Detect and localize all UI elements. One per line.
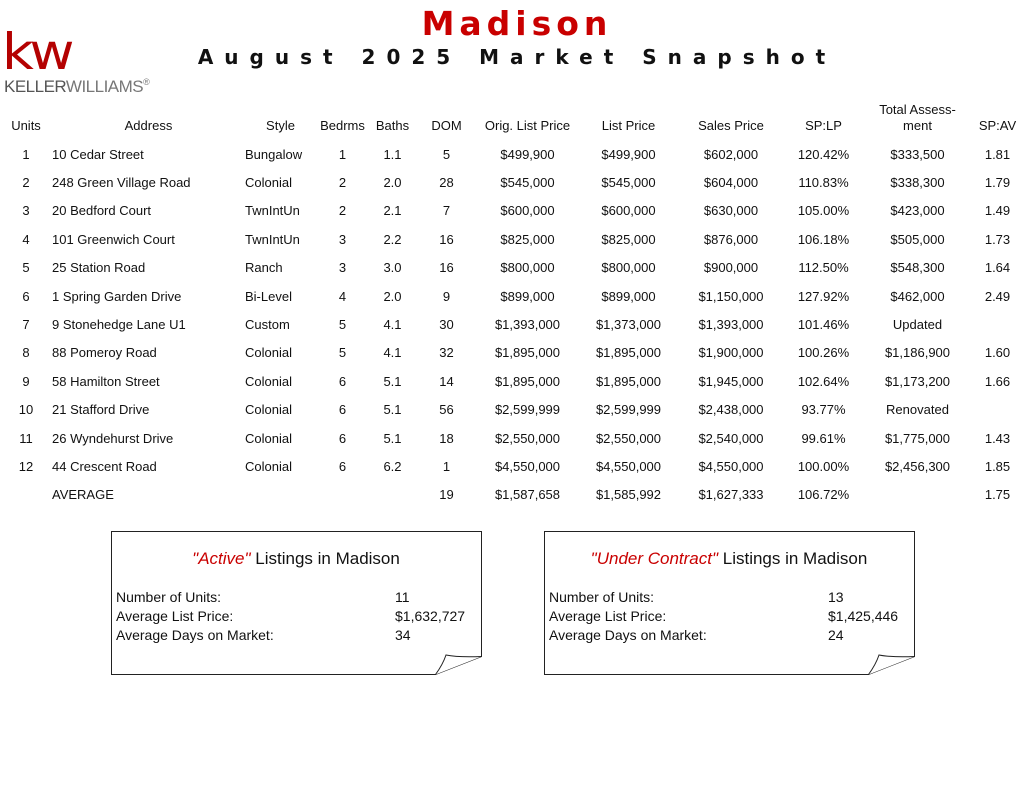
cell-unit: 2 — [22, 175, 30, 191]
cell-unit: 9 — [22, 373, 30, 389]
cell-sp-lp: 110.83% — [798, 175, 849, 191]
table-row — [0, 197, 1024, 225]
cell-dom: 5 — [442, 146, 451, 162]
cell-baths: 2.2 — [383, 231, 402, 247]
col-header-assess-line1: Total Assess- — [879, 102, 956, 117]
contract-price-value: $1,425,446 — [828, 608, 899, 624]
cell-orig-list-price: $1,895,000 — [494, 373, 561, 389]
cell-unit: 3 — [22, 203, 30, 219]
cell-sp-av: 1.43 — [984, 430, 1011, 446]
col-header-list-price: List Price — [601, 118, 656, 133]
cell-address: 26 Wyndehurst Drive — [52, 430, 174, 446]
contract-price-label: Average List Price: — [549, 608, 667, 624]
active-listings-box — [111, 531, 481, 673]
col-header-address: Address — [124, 118, 173, 133]
active-units-label: Number of Units: — [116, 589, 222, 605]
col-header-orig-list-price: Orig. List Price — [484, 118, 571, 133]
active-units-row — [116, 588, 476, 607]
cell-sp-lp: 100.26% — [797, 345, 850, 361]
active-dom-row — [116, 626, 476, 645]
cell-baths: 2.0 — [383, 175, 402, 191]
cell-unit: 5 — [22, 260, 30, 276]
cell-bedrms: 4 — [338, 288, 347, 304]
cell-unit: 8 — [22, 345, 30, 361]
cell-orig-list-price: $1,393,000 — [494, 317, 561, 333]
cell-sp-lp: 100.00% — [797, 458, 850, 474]
cell-sp-av: 1.73 — [984, 231, 1011, 247]
cell-bedrms — [316, 481, 369, 509]
under-contract-heading — [544, 549, 914, 569]
page-subtitle: August 2025 Market Snapshot — [197, 45, 837, 69]
cell-style — [245, 481, 316, 509]
cell-sp-av: 1.64 — [984, 260, 1011, 276]
cell-orig-list-price: $4,550,000 — [494, 458, 561, 474]
cell-orig-list-price: $825,000 — [500, 231, 555, 247]
cell-bedrms: 6 — [338, 373, 347, 389]
cell-baths: 6.2 — [383, 458, 402, 474]
cell-baths: 5.1 — [383, 373, 402, 389]
cell-unit: 12 — [18, 458, 34, 474]
cell-baths: 5.1 — [383, 402, 402, 418]
cell-sales-price: $1,393,000 — [698, 317, 764, 333]
cell-address: 58 Hamilton Street — [52, 373, 160, 389]
cell-baths: 3.0 — [383, 260, 402, 276]
cell-baths: 1.1 — [383, 146, 402, 162]
cell-sp-lp: 101.46% — [797, 317, 850, 333]
cell-dom: 30 — [439, 317, 454, 333]
cell-total-assessment: $333,500 — [890, 146, 945, 162]
cell-unit: 6 — [22, 288, 30, 304]
cell-sales-price: $1,150,000 — [698, 288, 764, 304]
col-header-assess-line2: ment — [903, 118, 932, 133]
cell-dom: 16 — [439, 231, 454, 247]
table-row — [0, 339, 1024, 367]
cell-style: Colonial — [245, 345, 292, 361]
cell-list-price: $499,900 — [601, 146, 656, 162]
cell-dom: 7 — [442, 203, 451, 219]
cell-style: Bungalow — [245, 146, 303, 162]
table-row — [0, 396, 1024, 424]
cell-list-price: $825,000 — [601, 231, 656, 247]
average-row — [0, 481, 1024, 509]
cell-bedrms: 6 — [338, 458, 347, 474]
cell-address: 1 Spring Garden Drive — [52, 288, 182, 304]
cell-list-price: $1,895,000 — [595, 345, 662, 361]
cell-list-price: $1,373,000 — [595, 317, 662, 333]
table-row — [0, 168, 1024, 196]
active-listings-heading — [111, 549, 481, 569]
cell-address: 88 Pomeroy Road — [52, 345, 157, 361]
active-units-value: 11 — [395, 589, 410, 605]
cell-sales-price: $1,900,000 — [698, 345, 764, 361]
cell-baths — [369, 481, 416, 509]
cell-total-assessment: $2,456,300 — [884, 458, 951, 474]
cell-sales-price: $1,945,000 — [698, 373, 764, 389]
cell-bedrms: 3 — [338, 231, 347, 247]
cell-total-assessment: $1,186,900 — [884, 345, 951, 361]
cell-bedrms: 5 — [338, 345, 347, 361]
col-header-total-assessment — [864, 94, 971, 140]
cell-average-label: AVERAGE — [52, 487, 114, 503]
cell-address: 20 Bedford Court — [52, 203, 152, 219]
cell-unit — [0, 481, 52, 509]
cell-address: 101 Greenwich Court — [52, 231, 175, 247]
col-header-sp-lp: SP:LP — [805, 118, 842, 133]
cell-sp-lp: 120.42% — [797, 146, 850, 162]
table-row — [0, 452, 1024, 480]
cell-sp-lp: 105.00% — [797, 203, 850, 219]
cell-bedrms: 2 — [338, 203, 347, 219]
cell-sp-lp: 99.61% — [801, 430, 846, 446]
cell-sales-price: $900,000 — [703, 260, 759, 276]
cell-list-price: $4,550,000 — [595, 458, 662, 474]
cell-sp-av — [971, 310, 1024, 338]
cell-unit: 11 — [19, 430, 33, 446]
cell-avg-dom: 19 — [439, 487, 454, 503]
contract-price-row — [549, 607, 909, 626]
cell-dom: 16 — [439, 260, 454, 276]
active-price-label: Average List Price: — [116, 608, 234, 624]
cell-sales-price: $630,000 — [703, 203, 759, 219]
cell-bedrms: 2 — [338, 175, 347, 191]
cell-bedrms: 1 — [338, 146, 347, 162]
cell-sp-av: 1.81 — [984, 146, 1011, 162]
cell-style: Bi-Level — [245, 288, 292, 304]
cell-list-price: $2,550,000 — [595, 430, 662, 446]
contract-units-value: 13 — [828, 589, 844, 605]
table-row — [0, 310, 1024, 338]
cell-address: 21 Stafford Drive — [52, 402, 150, 418]
cell-list-price: $2,599,999 — [595, 402, 662, 418]
cell-sp-lp: 102.64% — [797, 373, 850, 389]
cell-style: Colonial — [245, 373, 292, 389]
cell-list-price: $800,000 — [601, 260, 656, 276]
cell-sp-av: 2.49 — [984, 288, 1011, 304]
active-price-row — [116, 607, 476, 626]
cell-style: TwnIntUn — [245, 203, 300, 219]
cell-baths: 4.1 — [383, 345, 402, 361]
cell-address: 44 Crescent Road — [52, 458, 157, 474]
cell-total-assessment: $1,775,000 — [884, 430, 951, 446]
col-header-sp-av: SP:AV — [978, 118, 1017, 133]
contract-dom-label: Average Days on Market: — [549, 627, 707, 643]
cell-orig-list-price: $2,599,999 — [494, 402, 561, 418]
cell-orig-list-price: $545,000 — [500, 175, 555, 191]
table-row — [0, 225, 1024, 253]
cell-dom: 56 — [439, 402, 454, 418]
cell-bedrms: 6 — [338, 402, 347, 418]
active-dom-value: 34 — [395, 627, 411, 643]
col-header-baths: Baths — [375, 118, 410, 133]
logo-registered: ® — [143, 77, 150, 87]
contract-dom-row — [549, 626, 909, 645]
cell-sp-lp: 106.18% — [797, 231, 850, 247]
cell-avg-orig-list-price: $1,587,658 — [494, 487, 561, 503]
cell-sp-av: 1.85 — [984, 458, 1011, 474]
cell-list-price: $899,000 — [601, 288, 656, 304]
cell-dom: 32 — [439, 345, 454, 361]
page-title: Madison — [421, 4, 613, 43]
cell-orig-list-price: $2,550,000 — [494, 430, 561, 446]
table-row — [0, 424, 1024, 452]
cell-sp-av: 1.66 — [984, 373, 1011, 389]
table-row — [0, 140, 1024, 168]
cell-unit: 7 — [22, 317, 30, 333]
cell-dom: 14 — [439, 373, 454, 389]
table-row — [0, 282, 1024, 310]
cell-total-assessment: $462,000 — [890, 288, 945, 304]
cell-list-price: $545,000 — [601, 175, 656, 191]
cell-sp-av — [971, 396, 1024, 424]
cell-sp-av: 1.49 — [984, 203, 1011, 219]
kw-logo-mark: kw — [2, 23, 71, 81]
cell-dom: 28 — [439, 175, 454, 191]
contract-units-row — [549, 588, 909, 607]
cell-unit: 4 — [22, 231, 30, 247]
cell-baths: 5.1 — [383, 430, 402, 446]
cell-sp-av: 1.60 — [984, 345, 1011, 361]
cell-sales-price: $4,550,000 — [698, 458, 764, 474]
under-contract-listings-box — [544, 531, 914, 673]
cell-bedrms: 5 — [338, 317, 347, 333]
cell-style: Colonial — [245, 402, 292, 418]
cell-avg-sales-price: $1,627,333 — [698, 487, 764, 503]
cell-dom: 9 — [442, 288, 451, 304]
cell-sales-price: $604,000 — [703, 175, 759, 191]
table-row — [0, 367, 1024, 395]
cell-style: Colonial — [245, 430, 292, 446]
cell-address: 9 Stonehedge Lane U1 — [52, 317, 186, 333]
contract-units-label: Number of Units: — [549, 589, 655, 605]
cell-total-assessment: $505,000 — [890, 231, 945, 247]
cell-total-assessment: $1,173,200 — [884, 373, 951, 389]
cell-list-price: $1,895,000 — [595, 373, 662, 389]
cell-dom: 18 — [439, 430, 454, 446]
cell-orig-list-price: $800,000 — [500, 260, 555, 276]
cell-dom: 1 — [442, 458, 451, 474]
cell-unit: 10 — [18, 402, 34, 418]
col-header-bedrms: Bedrms — [320, 118, 365, 133]
cell-address: 248 Green Village Road — [52, 175, 191, 191]
cell-style: Custom — [245, 317, 290, 333]
cell-orig-list-price: $899,000 — [500, 288, 555, 304]
col-header-units: Units — [11, 118, 41, 133]
cell-avg-sp-lp: 106.72% — [797, 487, 850, 503]
cell-total-assessment: $338,300 — [890, 175, 945, 191]
active-heading-rest: Listings in Madison — [250, 549, 400, 568]
cell-unit: 1 — [22, 146, 30, 162]
col-header-dom: DOM — [431, 118, 462, 133]
under-contract-label: "Under Contract" — [590, 549, 719, 568]
cell-list-price: $600,000 — [601, 203, 656, 219]
cell-sp-lp: 127.92% — [797, 288, 850, 304]
logo-word-williams: WILLIAMS — [65, 77, 144, 96]
cell-style: TwnIntUn — [245, 231, 300, 247]
cell-address: 10 Cedar Street — [52, 146, 144, 162]
table-header-row — [0, 94, 1024, 140]
cell-bedrms: 3 — [338, 260, 347, 276]
logo-word-keller: KELLER — [4, 77, 66, 96]
cell-baths: 2.1 — [383, 203, 402, 219]
table-body — [0, 140, 1024, 509]
cell-sales-price: $2,438,000 — [698, 402, 764, 418]
cell-total-assessment: $423,000 — [890, 203, 945, 219]
cell-baths: 4.1 — [383, 317, 402, 333]
cell-avg-sp-av: 1.75 — [984, 487, 1011, 503]
cell-sp-lp: 93.77% — [801, 402, 846, 418]
cell-orig-list-price: $499,900 — [500, 146, 555, 162]
cell-sp-lp: 112.50% — [798, 260, 849, 276]
cell-orig-list-price: $600,000 — [500, 203, 555, 219]
cell-total-assessment: $548,300 — [890, 260, 945, 276]
cell-address: 25 Station Road — [52, 260, 146, 276]
cell-total-assessment — [864, 481, 971, 509]
sales-table — [0, 94, 1024, 509]
cell-style: Colonial — [245, 175, 292, 191]
under-contract-heading-rest: Listings in Madison — [718, 549, 868, 568]
active-price-value: $1,632,727 — [395, 608, 466, 624]
cell-bedrms: 6 — [338, 430, 347, 446]
col-header-sales-price: Sales Price — [698, 118, 764, 133]
cell-baths: 2.0 — [383, 288, 402, 304]
table-row — [0, 254, 1024, 282]
cell-sales-price: $876,000 — [703, 231, 759, 247]
cell-sales-price: $2,540,000 — [698, 430, 764, 446]
cell-style: Colonial — [245, 458, 292, 474]
active-dom-label: Average Days on Market: — [116, 627, 274, 643]
cell-sales-price: $602,000 — [703, 146, 759, 162]
cell-avg-list-price: $1,585,992 — [595, 487, 662, 503]
contract-dom-value: 24 — [828, 627, 844, 643]
cell-sp-av: 1.79 — [984, 175, 1011, 191]
cell-style: Ranch — [245, 260, 283, 276]
col-header-style: Style — [266, 118, 295, 133]
cell-total-assessment: Renovated — [886, 402, 949, 418]
active-label: "Active" — [192, 549, 251, 568]
cell-orig-list-price: $1,895,000 — [494, 345, 561, 361]
cell-total-assessment: Updated — [892, 317, 943, 333]
